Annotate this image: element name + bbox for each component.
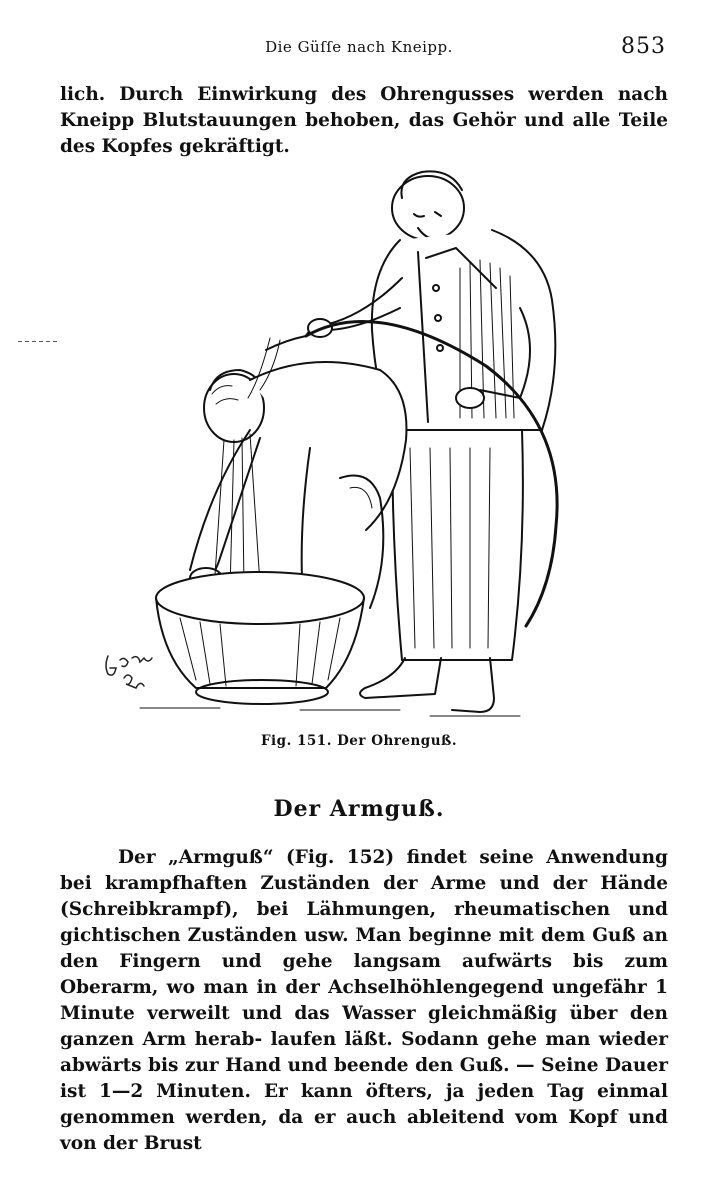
figure-caption: Fig. 151. Der Ohrenguß. — [260, 733, 458, 749]
artist-signature — [102, 648, 172, 694]
page-number: 853 — [621, 34, 666, 59]
section-heading: Der Armguß. — [273, 796, 445, 822]
running-title: Die Güſſe nach Kneipp. — [265, 38, 453, 56]
running-header — [0, 34, 718, 64]
engraving-drawing — [100, 168, 620, 736]
body-paragraph: Der „Armguß“ (Fig. 152) findet seine Anwendung bei krampfhaften Zuständen der Arme und der Hände (Schreibkrampf), bei Lähmungen, rheumatischen und gichtischen Zuständen usw. Man beginne mit dem Guß an den Fingern und gehe langsam aufwärts bis zum Oberarm, wo man in der Achselhöhlengegend ungefähr 1 Minute verweilt und das Wasser gleichmäßig über den ganzen Arm herab- laufen läßt. Sodann gehe man wieder abwärts bis zur Hand und beende den Guß. — Seine Dauer ist 1—2 Minuten. Er kann öfters, ja jeden Tag einmal genommen werden, da er auch ableitend vom Kopf und von der Brust — [60, 847, 668, 1154]
illustration-ohrenguss — [100, 168, 620, 736]
print-speck — [18, 328, 58, 331]
continued-paragraph: lich. Durch Einwirkung des Ohrengusses werden nach Kneipp Blutstauungen behoben, das Gehör und alle Teile des Kopfes gekräftigt. — [60, 84, 668, 157]
